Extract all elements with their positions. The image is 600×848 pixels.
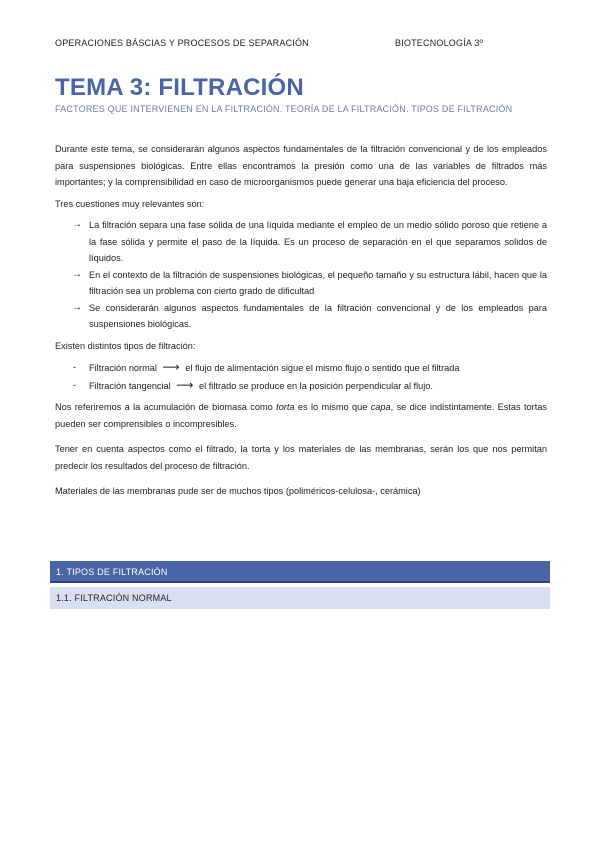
list-item	[55, 377, 547, 395]
header-degree: BIOTECNOLOGÍA 3º	[395, 38, 484, 48]
type-description: el flujo de alimentación sigue el mismo flujo o sentido que el filtrada	[185, 363, 460, 373]
page-header	[55, 38, 545, 52]
long-arrow-right-icon: ⟶	[162, 360, 180, 374]
types-intro: Existen distintos tipos de filtración:	[55, 340, 196, 351]
subsection-heading-1-1: 1.1. FILTRACIÓN NORMAL	[50, 587, 550, 609]
list-item	[55, 359, 547, 377]
arrow-right-icon: →	[72, 268, 82, 280]
biomass-text-2: es lo mismo que	[294, 402, 371, 412]
arrow-right-icon: →	[72, 219, 82, 230]
arrow-right-icon: →	[72, 301, 82, 313]
page-title: TEMA 3: FILTRACIÓN	[55, 74, 304, 101]
header-course: OPERACIONES BÁSCIAS Y PROCESOS DE SEPARACIÓN	[55, 38, 309, 48]
page-subtitle: FACTORES QUE INTERVIENEN EN LA FILTRACIÓN. TEORÍA DE LA FILTRACIÓN. TIPOS DE FILTRACIÓN	[55, 104, 513, 114]
list-item-text: Se considerarán algunos aspectos fundamentales de la filtración convencional y de los empleados para suspensiones biológicas.	[89, 302, 547, 329]
types-list	[55, 359, 547, 394]
consider-paragraph: Tener en cuenta aspectos como el filtrado, la torta y los materiales de las membranas, serán los que nos permitan predecir los resultados del proceso de filtración.	[55, 444, 547, 471]
list-item	[55, 217, 547, 267]
questions-list	[55, 217, 547, 333]
intro-paragraph: Durante este tema, se considerarán algunos aspectos fundamentales de la filtración convencional y de los empleados para suspensiones biológicas. Entre ellas encontramos la presión como una de las variables de filtrados más importantes; y la comprensibilidad en caso de microorganismos puede generar una baja eficiencia del proceso.	[55, 144, 547, 187]
dash-bullet: -	[73, 362, 77, 372]
biomass-text-3: , se dice indistintamente. Estas tortas pueden ser comprensibles o incompresibles.	[55, 402, 547, 429]
type-description: el filtrado se produce en la posición perpendicular al flujo.	[199, 380, 433, 391]
section-heading-1: 1. TIPOS DE FILTRACIÓN	[50, 561, 550, 583]
long-arrow-right-icon: ⟶	[176, 377, 194, 392]
biomass-text-1: Nos referiremos a la acumulación de biomasa como	[55, 402, 277, 412]
list-item-text: En el contexto de la filtración de suspensiones biológicas, el pequeño tamaño y su estructura lábil, hacen que la filtración sea un problema con cierto grado de dificultad	[89, 269, 547, 296]
document-body	[55, 141, 547, 500]
questions-intro: Tres cuestiones muy relevantes son:	[55, 198, 205, 209]
list-item-text: La filtración separa una fase sólida de una líquida mediante el empleo de un medio sólido poroso que retiene a la fase sólida y permite el paso de la líquida. Es un proceso de separación en el que separamos solidos de líquidos.	[89, 220, 547, 263]
type-name: Filtración normal	[89, 363, 157, 373]
list-item	[55, 300, 547, 333]
term-torta: torta	[276, 402, 295, 412]
type-name: Filtración tangencial	[89, 380, 171, 391]
biomass-paragraph	[55, 399, 547, 432]
list-item	[55, 267, 547, 300]
term-capa: capa	[370, 402, 391, 412]
dash-bullet: -	[73, 379, 77, 390]
materials-paragraph: Materiales de las membranas pude ser de muchos tipos (poliméricos-celulosa-, cerámica)	[55, 486, 421, 496]
